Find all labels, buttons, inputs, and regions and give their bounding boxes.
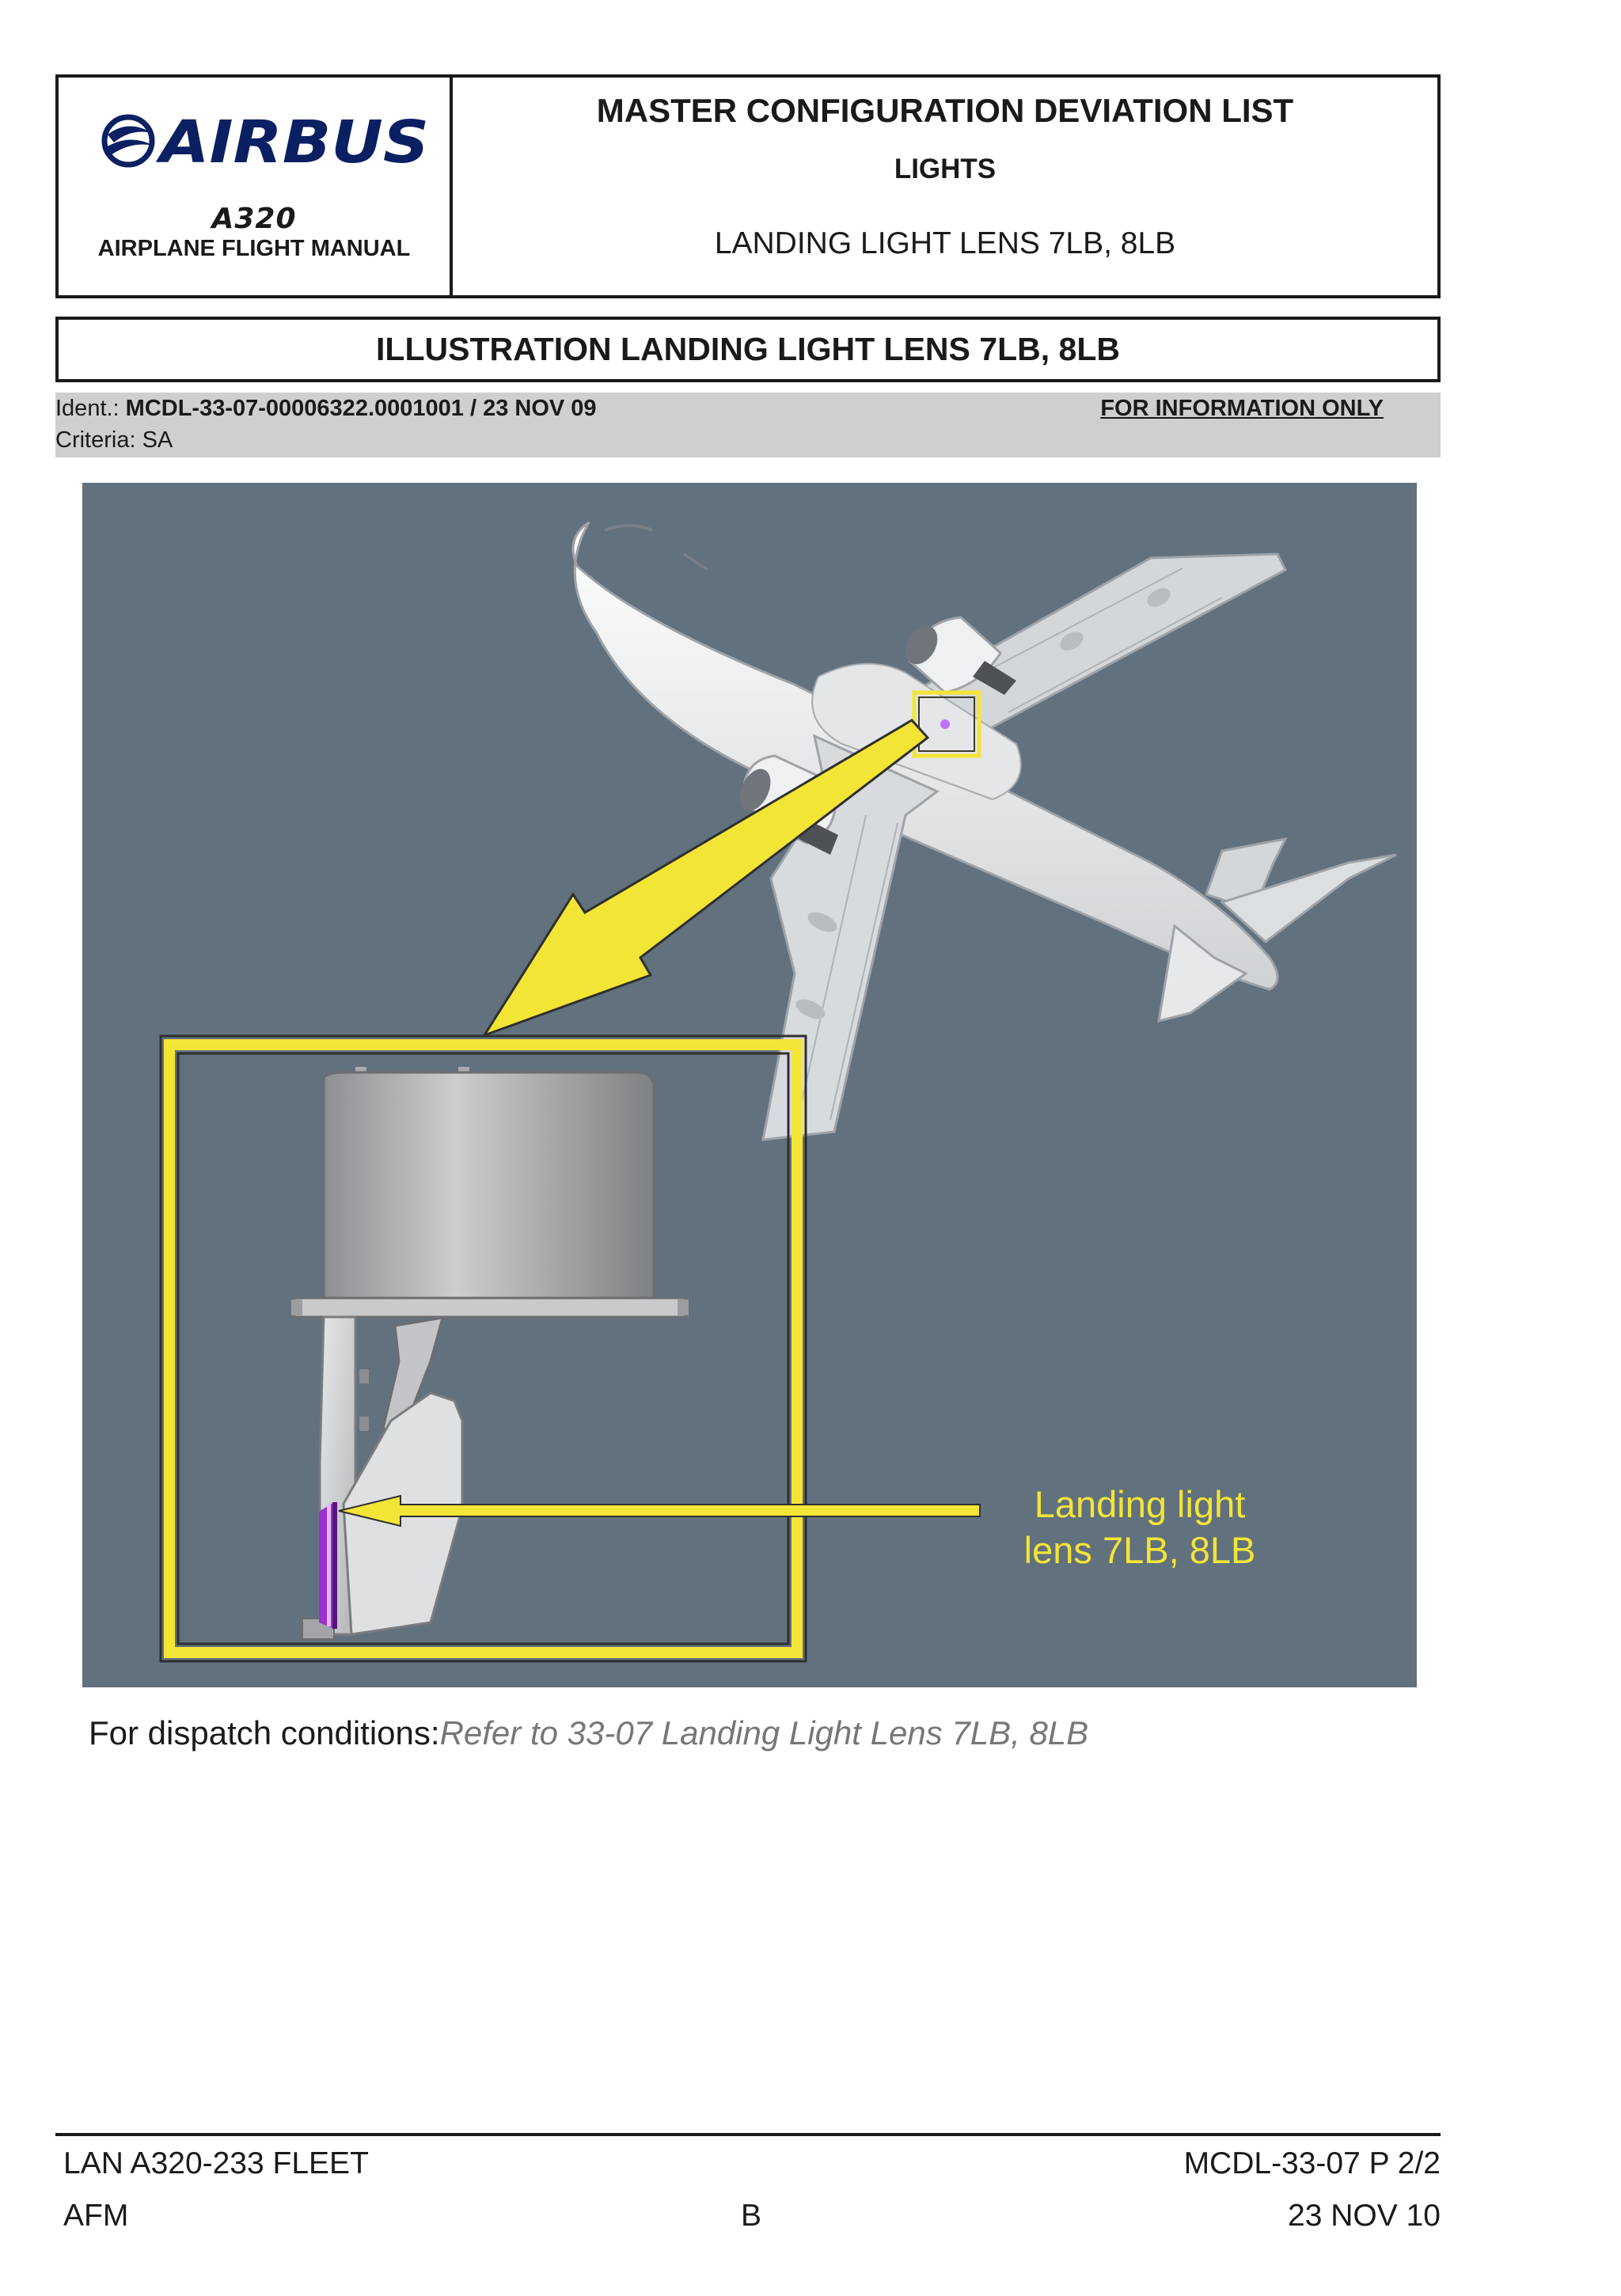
ident-bar <box>55 393 1441 457</box>
ident-line <box>55 396 597 422</box>
lens-callout-label <box>989 1482 1290 1573</box>
manual-name: AIRPLANE FLIGHT MANUAL <box>97 236 411 261</box>
callout-line-1: Landing light <box>1034 1483 1246 1525</box>
document-title: MASTER CONFIGURATION DEVIATION LIST <box>596 92 1294 129</box>
criteria-line: Criteria: SA <box>55 427 173 453</box>
item-title: LANDING LIGHT LENS 7LB, 8LB <box>714 226 1176 260</box>
header-brand-cell <box>59 78 453 295</box>
info-only-label: FOR INFORMATION ONLY <box>1100 396 1384 421</box>
ident-label: Ident.: <box>55 396 126 421</box>
landing-light-illustration <box>82 483 1417 1687</box>
airbus-logo <box>90 101 438 180</box>
dispatch-conditions <box>89 1714 1088 1752</box>
footer-revision: B <box>741 2199 762 2233</box>
lens-7lb-8lb <box>319 1502 337 1629</box>
logo-wordmark: AIRBUS <box>155 108 429 176</box>
ident-value: MCDL-33-07-00006322.0001001 / 23 NOV 09 <box>125 396 597 421</box>
footer-manual: AFM <box>63 2199 129 2233</box>
callout-line-2: lens 7LB, 8LB <box>1023 1529 1256 1571</box>
footer-page-ref: MCDL-33-07 P 2/2 <box>1183 2146 1441 2180</box>
chapter-title: LIGHTS <box>894 154 997 184</box>
footer-fleet: LAN A320-233 FLEET <box>63 2146 369 2180</box>
dispatch-reference-link[interactable]: Refer to 33-07 Landing Light Lens 7LB, 8LB <box>439 1714 1089 1751</box>
header-title-cell <box>453 78 1437 295</box>
footer-rule <box>55 2133 1441 2136</box>
document-header <box>55 74 1441 298</box>
landing-light-assembly-icon <box>291 1067 689 1639</box>
dispatch-label: For dispatch conditions: <box>89 1714 440 1751</box>
aircraft-model: A320 <box>211 203 297 235</box>
section-title: ILLUSTRATION LANDING LIGHT LENS 7LB, 8LB <box>55 317 1441 382</box>
footer-date: 23 NOV 10 <box>1288 2199 1441 2233</box>
